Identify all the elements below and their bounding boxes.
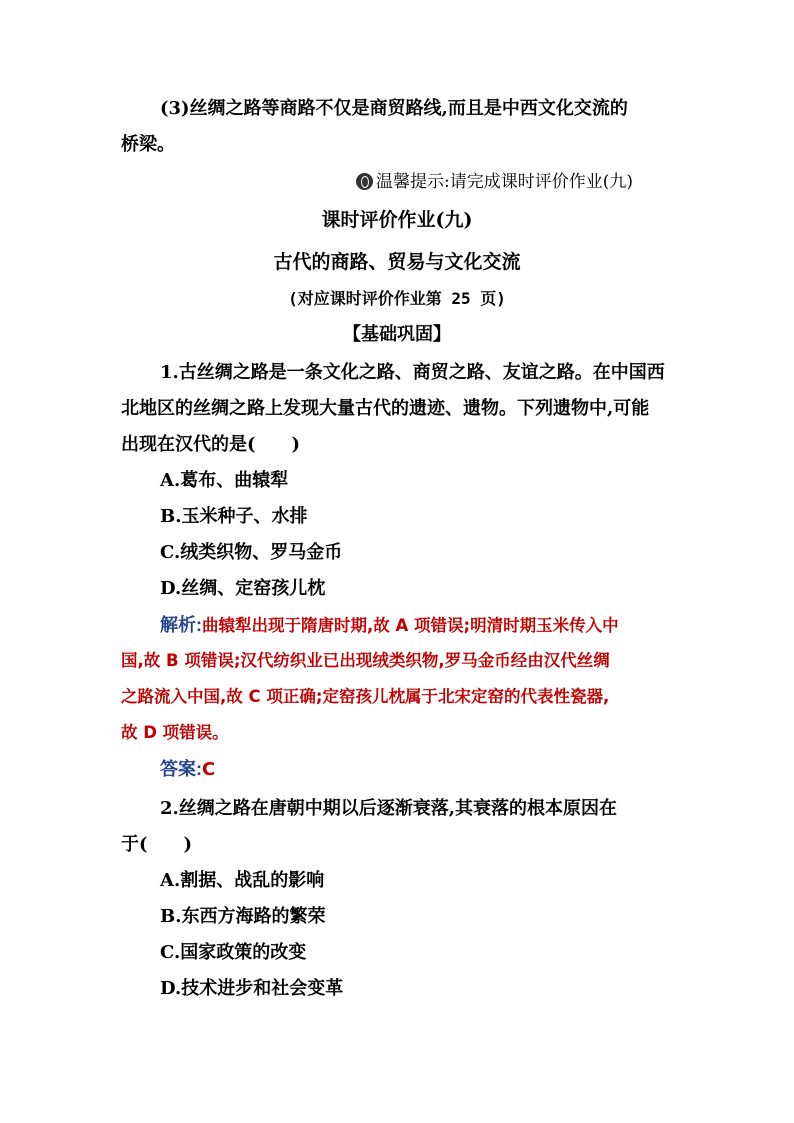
q1-analysis-line-2: 国,故 B 项错误;汉代纺织业已出现绒类织物,罗马金币经由汉代丝绸 xyxy=(121,651,610,670)
analysis-text-1: 曲辕犁出现于隋唐时期,故 A 项错误;明清时期玉米传入中 xyxy=(202,616,619,635)
q1-option-b: B.玉米种子、水排 xyxy=(160,506,308,527)
q1-stem-line-3: 出现在汉代的是( ) xyxy=(121,434,301,455)
q2-stem-line-1: 2.丝绸之路在唐朝中期以后逐渐衰落,其衰落的根本原因在 xyxy=(160,798,618,819)
q1-option-c: C.绒类织物、罗马金币 xyxy=(160,542,343,563)
q1-option-a: A.葛布、曲辕犁 xyxy=(160,470,289,491)
section-heading: 【基础巩固】 xyxy=(343,324,451,345)
q1-analysis-line-3: 之路流入中国,故 C 项正确;定窑孩儿枕属于北宋定窑的代表性瓷器, xyxy=(121,687,610,706)
page-subtitle: 古代的商路、贸易与文化交流 xyxy=(273,251,521,273)
q1-analysis-line-1 xyxy=(160,612,619,639)
q1-analysis-line-4: 故 D 项错误。 xyxy=(121,723,229,742)
q1-option-d: D.丝绸、定窑孩儿枕 xyxy=(160,578,326,599)
q1-stem-line-2: 北地区的丝绸之路上发现大量古代的遗迹、遗物。下列遗物中,可能 xyxy=(121,398,650,419)
warm-tip-text: 温馨提示:请完成课时评价作业(九) xyxy=(376,172,633,192)
q1-answer xyxy=(160,756,215,783)
page-reference: (对应课时评价作业第 25 页) xyxy=(288,289,506,308)
warm-tip[interactable] xyxy=(356,170,633,194)
q2-option-a: A.割据、战乱的影响 xyxy=(160,870,325,891)
analysis-label: 解析: xyxy=(160,615,202,635)
intro-line-2: 桥梁。 xyxy=(121,134,175,155)
answer-label: 答案: xyxy=(160,759,202,779)
intro-line-1: (3)丝绸之路等商路不仅是商贸路线,而且是中西文化交流的 xyxy=(160,98,628,119)
q1-stem-line-1: 1.古丝绸之路是一条文化之路、商贸之路、友谊之路。在中国西 xyxy=(160,362,665,383)
q2-option-b: B.东西方海路的繁荣 xyxy=(160,906,326,927)
leaf-icon xyxy=(356,173,373,190)
q2-stem-line-2: 于( ) xyxy=(121,834,193,855)
q2-option-c: C.国家政策的改变 xyxy=(160,942,307,963)
q2-option-d: D.技术进步和社会变革 xyxy=(160,978,344,999)
page-title: 课时评价作业(九) xyxy=(321,209,473,231)
answer-value: C xyxy=(202,759,216,780)
